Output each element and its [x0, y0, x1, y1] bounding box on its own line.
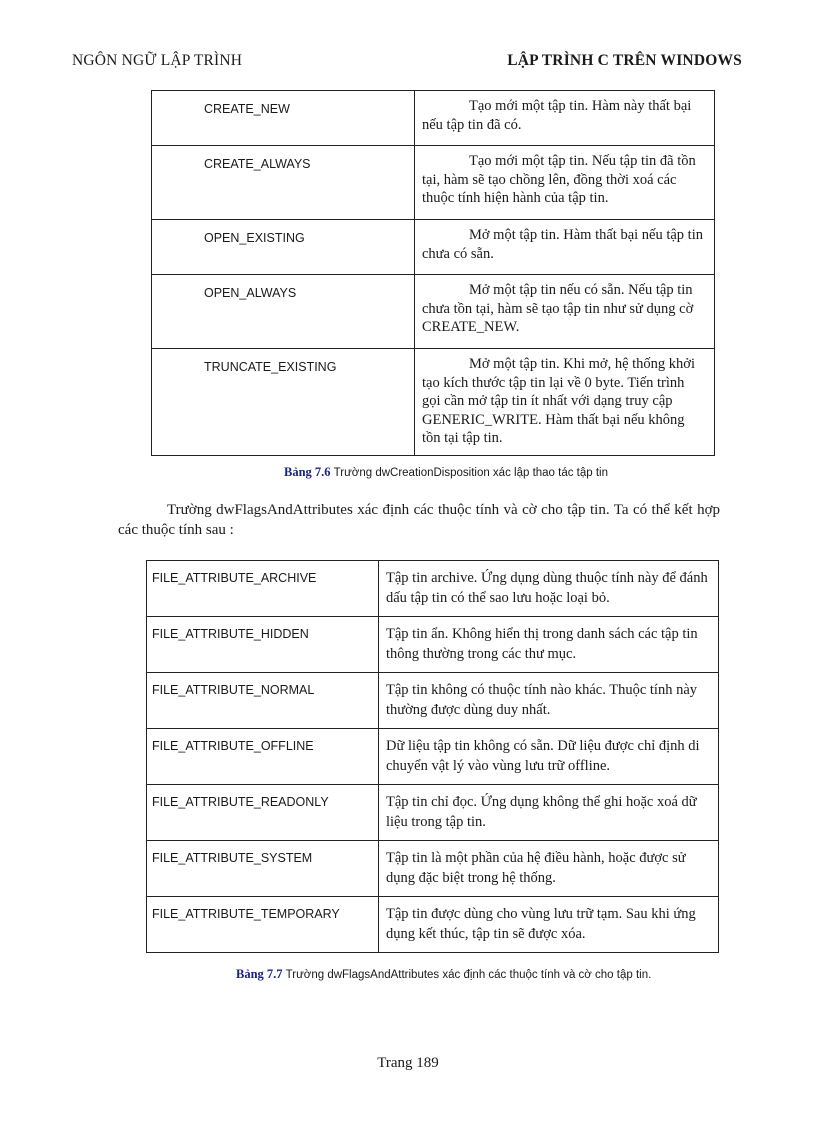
- table-row: [147, 561, 719, 617]
- attribute-name: FILE_ATTRIBUTE_TEMPORARY: [147, 897, 379, 953]
- page-number: Trang 189: [377, 1055, 439, 1071]
- attribute-description: Tập tin được dùng cho vùng lưu trữ tạm. Sau khi ứng dụng kết thúc, tập tin sẽ được xóa.: [379, 897, 719, 953]
- table-caption: [236, 967, 651, 982]
- flag-description: Mở một tập tin nếu có sẵn. Nếu tập tin chưa tồn tại, hàm sẽ tạo tập tin như sử dụng cờ CREATE_NEW.: [415, 275, 715, 349]
- attribute-description: Tập tin không có thuộc tính nào khác. Thuộc tính này thường được dùng duy nhất.: [379, 673, 719, 729]
- attribute-description: Dữ liệu tập tin không có sẵn. Dữ liệu được chỉ định di chuyển vật lý vào vùng lưu trữ offline.: [379, 729, 719, 785]
- table-row: [147, 785, 719, 841]
- flag-name: OPEN_ALWAYS: [152, 275, 415, 349]
- table-caption: [284, 465, 608, 480]
- flag-description: Mở một tập tin. Khi mở, hệ thống khởi tạo kích thước tập tin lại về 0 byte. Tiến trình gọi cần mở tập tin ít nhất với dạng truy cập GENERIC_WRITE. Hàm thất bại nếu không tồn tại tập tin.: [415, 349, 715, 456]
- header-title-left: NGÔN NGỮ LẬP TRÌNH: [72, 52, 243, 69]
- attribute-description: Tập tin chỉ đọc. Ứng dụng không thể ghi hoặc xoá dữ liệu trong tập tin.: [379, 785, 719, 841]
- attribute-description: Tập tin ẩn. Không hiển thị trong danh sách các tập tin thông thường trong các thư mục.: [379, 617, 719, 673]
- caption-label: Bảng 7.7: [236, 967, 283, 981]
- body-paragraph: Trường dwFlagsAndAttributes xác định các thuộc tính và cờ cho tập tin. Ta có thể kết hợp các thuộc tính sau :: [118, 502, 720, 538]
- table-row: [152, 91, 715, 146]
- attribute-name: FILE_ATTRIBUTE_NORMAL: [147, 673, 379, 729]
- flag-name: CREATE_NEW: [152, 91, 415, 146]
- table-row: [147, 617, 719, 673]
- header-title-right: LẬP TRÌNH C TRÊN WINDOWS: [507, 52, 742, 69]
- caption-text: Trường dwFlagsAndAttributes xác định các thuộc tính và cờ cho tập tin.: [285, 969, 652, 981]
- attribute-description: Tập tin archive. Ứng dụng dùng thuộc tính này để đánh dấu tập tin có thể sao lưu hoặc loại bỏ.: [379, 561, 719, 617]
- caption-text: Trường dwCreationDisposition xác lập thao tác tập tin: [333, 467, 609, 479]
- file-attributes-table: [146, 560, 719, 953]
- table-row: [147, 729, 719, 785]
- flag-name: TRUNCATE_EXISTING: [152, 349, 415, 456]
- creation-disposition-table: [151, 90, 715, 456]
- table-row: [147, 841, 719, 897]
- flag-name: CREATE_ALWAYS: [152, 146, 415, 220]
- flag-description: Mở một tập tin. Hàm thất bại nếu tập tin chưa có sẵn.: [415, 220, 715, 275]
- caption-label: Bảng 7.6: [284, 465, 331, 479]
- attribute-name: FILE_ATTRIBUTE_SYSTEM: [147, 841, 379, 897]
- flag-description: Tạo mới một tập tin. Hàm này thất bại nếu tập tin đã có.: [415, 91, 715, 146]
- attribute-name: FILE_ATTRIBUTE_OFFLINE: [147, 729, 379, 785]
- table-row: [147, 673, 719, 729]
- table-row: [152, 146, 715, 220]
- table-row: [152, 349, 715, 456]
- flag-description: Tạo mới một tập tin. Nếu tập tin đã tồn tại, hàm sẽ tạo chồng lên, đồng thời xoá các thuộc tính hiện hành của tập tin.: [415, 146, 715, 220]
- table-row: [152, 220, 715, 275]
- attribute-description: Tập tin là một phần của hệ điều hành, hoặc được sử dụng đặc biệt trong hệ thống.: [379, 841, 719, 897]
- table-row: [152, 275, 715, 349]
- attribute-name: FILE_ATTRIBUTE_ARCHIVE: [147, 561, 379, 617]
- table-row: [147, 897, 719, 953]
- attribute-name: FILE_ATTRIBUTE_HIDDEN: [147, 617, 379, 673]
- attribute-name: FILE_ATTRIBUTE_READONLY: [147, 785, 379, 841]
- flag-name: OPEN_EXISTING: [152, 220, 415, 275]
